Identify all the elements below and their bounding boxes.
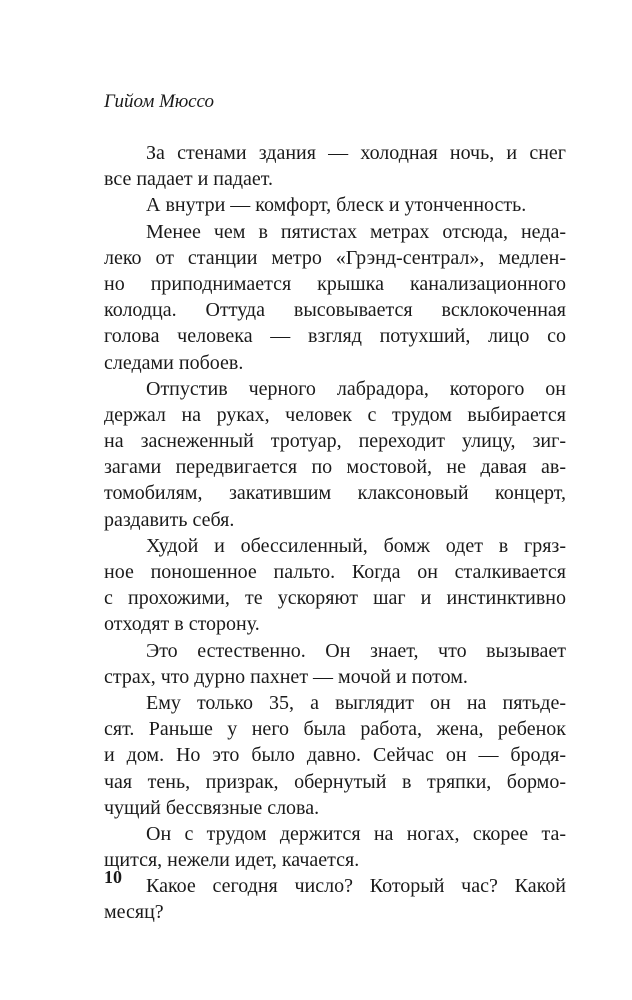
text-line: леко от станции метро «Грэнд-сентрал», медлен- <box>104 246 566 269</box>
text-line: чущий бессвязные слова. <box>104 796 320 819</box>
text-line: с прохожими, те ускоряют шаг и инстинктивно <box>104 587 566 610</box>
text-line: и дом. Но это было давно. Сейчас он — бродя- <box>104 744 566 767</box>
text-line: загами передвигается по мостовой, не давая ав- <box>104 456 566 479</box>
text-line: месяц? <box>104 901 164 924</box>
text-line: Менее чем в пятистах метрах отсюда, неда- <box>146 220 566 243</box>
text-line: Ему только 35, а выглядит он на пятьде- <box>146 691 566 714</box>
text-line: раздавить себя. <box>104 508 235 531</box>
text-line: на заснеженный тротуар, переходит улицу, зиг- <box>104 430 566 453</box>
text-line: держал на руках, человек с трудом выбирается <box>104 403 566 426</box>
text-line: сят. Раньше у него была работа, жена, ребенок <box>104 718 566 741</box>
body-text <box>104 140 566 926</box>
text-line: чая тень, призрак, обернутый в тряпки, бормо- <box>104 770 566 793</box>
text-line: колодца. Оттуда высовывается всклокоченная <box>104 299 566 322</box>
text-line: все падает и падает. <box>104 168 274 191</box>
text-line: За стенами здания — холодная ночь, и снег <box>146 142 566 164</box>
running-head-author: Гийом Мюссо <box>104 91 214 112</box>
text-line: Худой и обессиленный, бомж одет в гряз- <box>146 534 566 557</box>
text-line: голова человека — взгляд потухший, лицо со <box>104 325 566 348</box>
text-line: А внутри — комфорт, блеск и утонченность. <box>146 194 527 217</box>
text-line: томобилям, закатившим клаксоновый концерт, <box>104 482 566 505</box>
text-line: но приподнимается крышка канализационного <box>104 272 566 295</box>
text-line: следами побоев. <box>104 351 244 374</box>
text-line: отходят в сторону. <box>104 613 260 636</box>
text-line: Отпустив черного лабрадора, которого он <box>146 377 566 400</box>
page-number: 10 <box>104 867 122 887</box>
text-line: Это естественно. Он знает, что вызывает <box>146 639 566 662</box>
text-line: щится, нежели идет, качается. <box>104 849 360 872</box>
text-line: Он с трудом держится на ногах, скорее та- <box>146 822 566 845</box>
text-line: ное поношенное пальто. Когда он сталкивается <box>104 561 566 583</box>
text-line: Какое сегодня число? Который час? Какой <box>146 875 566 898</box>
text-line: страх, что дурно пахнет — мочой и потом. <box>104 665 468 688</box>
